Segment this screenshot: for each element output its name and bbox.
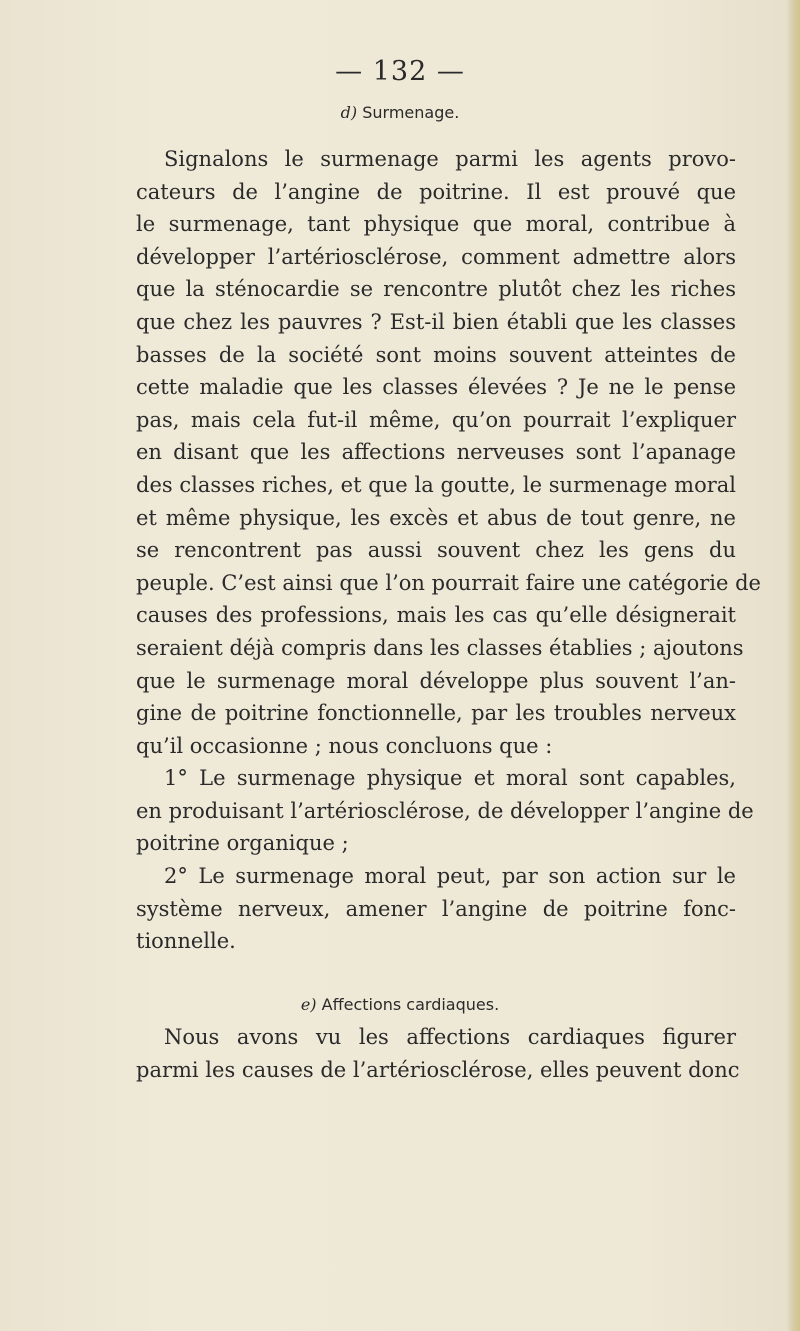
- text-line: en disant que les affections nerveuses sont l’apanage: [136, 440, 736, 465]
- text-line: seraient déjà compris dans les classes établies ; ajoutons: [136, 635, 744, 660]
- page-number: — 132 —: [335, 56, 465, 87]
- text-line: qu’il occasionne ; nous concluons que :: [136, 733, 553, 758]
- section-letter: d): [340, 103, 358, 122]
- text-line: gine de poitrine fonctionnelle, par les troubles nerveux: [136, 701, 736, 726]
- text-line: tionnelle.: [136, 929, 236, 954]
- page-edge-shadow: [786, 0, 800, 1331]
- section-title: Affections cardiaques.: [321, 995, 500, 1014]
- text-line: que la sténocardie se rencontre plutôt chez les riches: [136, 277, 736, 302]
- text-line: 2° Le surmenage moral peut, par son action sur le: [164, 864, 736, 889]
- text-line: 1° Le surmenage physique et moral sont capables,: [164, 766, 736, 791]
- text-line: basses de la société sont moins souvent atteintes de: [136, 342, 736, 367]
- text-line: Signalons le surmenage parmi les agents provo-: [164, 147, 736, 171]
- text-line: pas, mais cela fut-il même, qu’on pourrait l’expliquer: [136, 407, 736, 432]
- section-heading-d: [0, 103, 800, 122]
- text-line: que chez les pauvres ? Est-il bien établi que les classes: [136, 309, 736, 334]
- text-line: peuple. C’est ainsi que l’on pourrait faire une catégorie de: [136, 570, 761, 595]
- text-line: cateurs de l’angine de poitrine. Il est prouvé que: [136, 179, 736, 204]
- body-text-section-e: [136, 1021, 740, 1086]
- section-heading-e: [0, 995, 800, 1014]
- text-line: causes des professions, mais les cas qu’elle désignerait: [136, 603, 736, 628]
- body-text-section-d: [136, 143, 761, 958]
- section-title: Surmenage.: [362, 103, 460, 122]
- text-line: que le surmenage moral développe plus souvent l’an-: [136, 668, 736, 693]
- text-line: poitrine organique ;: [136, 831, 349, 856]
- text-line: Nous avons vu les affections cardiaques figurer: [164, 1025, 736, 1049]
- text-line: se rencontrent pas aussi souvent chez les gens du: [136, 538, 736, 563]
- text-line: des classes riches, et que la goutte, le surmenage moral: [136, 472, 736, 497]
- text-line: parmi les causes de l’artériosclérose, elles peuvent donc: [136, 1057, 740, 1082]
- section-letter: e): [300, 995, 317, 1014]
- text-line: et même physique, les excès et abus de tout genre, ne: [136, 505, 736, 530]
- text-line: développer l’artériosclérose, comment admettre alors: [136, 244, 736, 269]
- text-line: le surmenage, tant physique que moral, contribue à: [136, 212, 736, 237]
- text-line: cette maladie que les classes élevées ? Je ne le pense: [136, 375, 736, 400]
- text-line: en produisant l’artériosclérose, de développer l’angine de: [136, 798, 754, 823]
- text-line: système nerveux, amener l’angine de poitrine fonc-: [136, 896, 736, 921]
